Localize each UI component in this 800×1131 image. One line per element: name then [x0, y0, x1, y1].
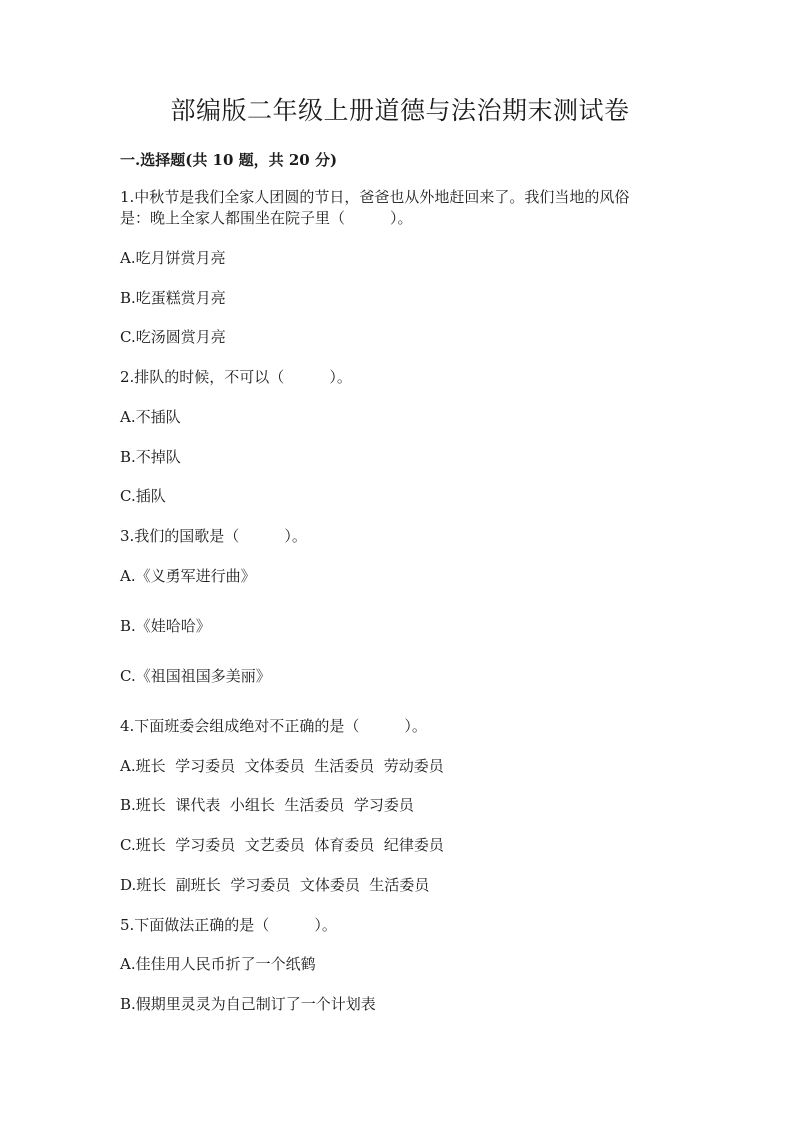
question-4-option-d: D.班长 副班长 学习委员 文体委员 生活委员: [120, 876, 430, 894]
question-3-stem: 3.我们的国歌是（ ）。: [120, 527, 307, 545]
question-3-option-a: A.《义勇军进行曲》: [120, 567, 256, 585]
question-4-option-b: B.班长 课代表 小组长 生活委员 学习委员: [120, 796, 414, 814]
section-heading: 一.选择题(共 10 题，共 20 分): [120, 151, 338, 169]
question-2-option-c: C.插队: [120, 487, 166, 505]
question-3-option-b: B.《娃哈哈》: [120, 617, 211, 635]
question-2-stem: 2.排队的时候，不可以（ ）。: [120, 368, 352, 386]
question-5-option-a: A.佳佳用人民币折了一个纸鹤: [120, 955, 316, 973]
question-3-option-c: C.《祖国祖国多美丽》: [120, 667, 271, 685]
question-2-option-a: A.不插队: [120, 408, 181, 426]
question-1-stem-line-1: 1.中秋节是我们全家人团圆的节日，爸爸也从外地赶回来了。我们当地的风俗: [120, 188, 630, 206]
question-2-option-b: B.不掉队: [120, 448, 181, 466]
question-5-option-b: B.假期里灵灵为自己制订了一个计划表: [120, 995, 376, 1013]
question-4-stem: 4.下面班委会组成绝对不正确的是（ ）。: [120, 717, 427, 735]
page-title: 部编版二年级上册道德与法治期末测试卷: [170, 96, 630, 125]
question-5-stem: 5.下面做法正确的是（ ）。: [120, 916, 337, 934]
question-1-stem-line-2: 是：晚上全家人都围坐在院子里（ ）。: [120, 209, 413, 227]
question-4-option-a: A.班长 学习委员 文体委员 生活委员 劳动委员: [120, 757, 444, 775]
question-4-option-c: C.班长 学习委员 文艺委员 体育委员 纪律委员: [120, 836, 444, 854]
question-1-option-b: B.吃蛋糕赏月亮: [120, 289, 226, 307]
question-1-option-c: C.吃汤圆赏月亮: [120, 328, 226, 346]
question-1-option-a: A.吃月饼赏月亮: [120, 249, 226, 267]
